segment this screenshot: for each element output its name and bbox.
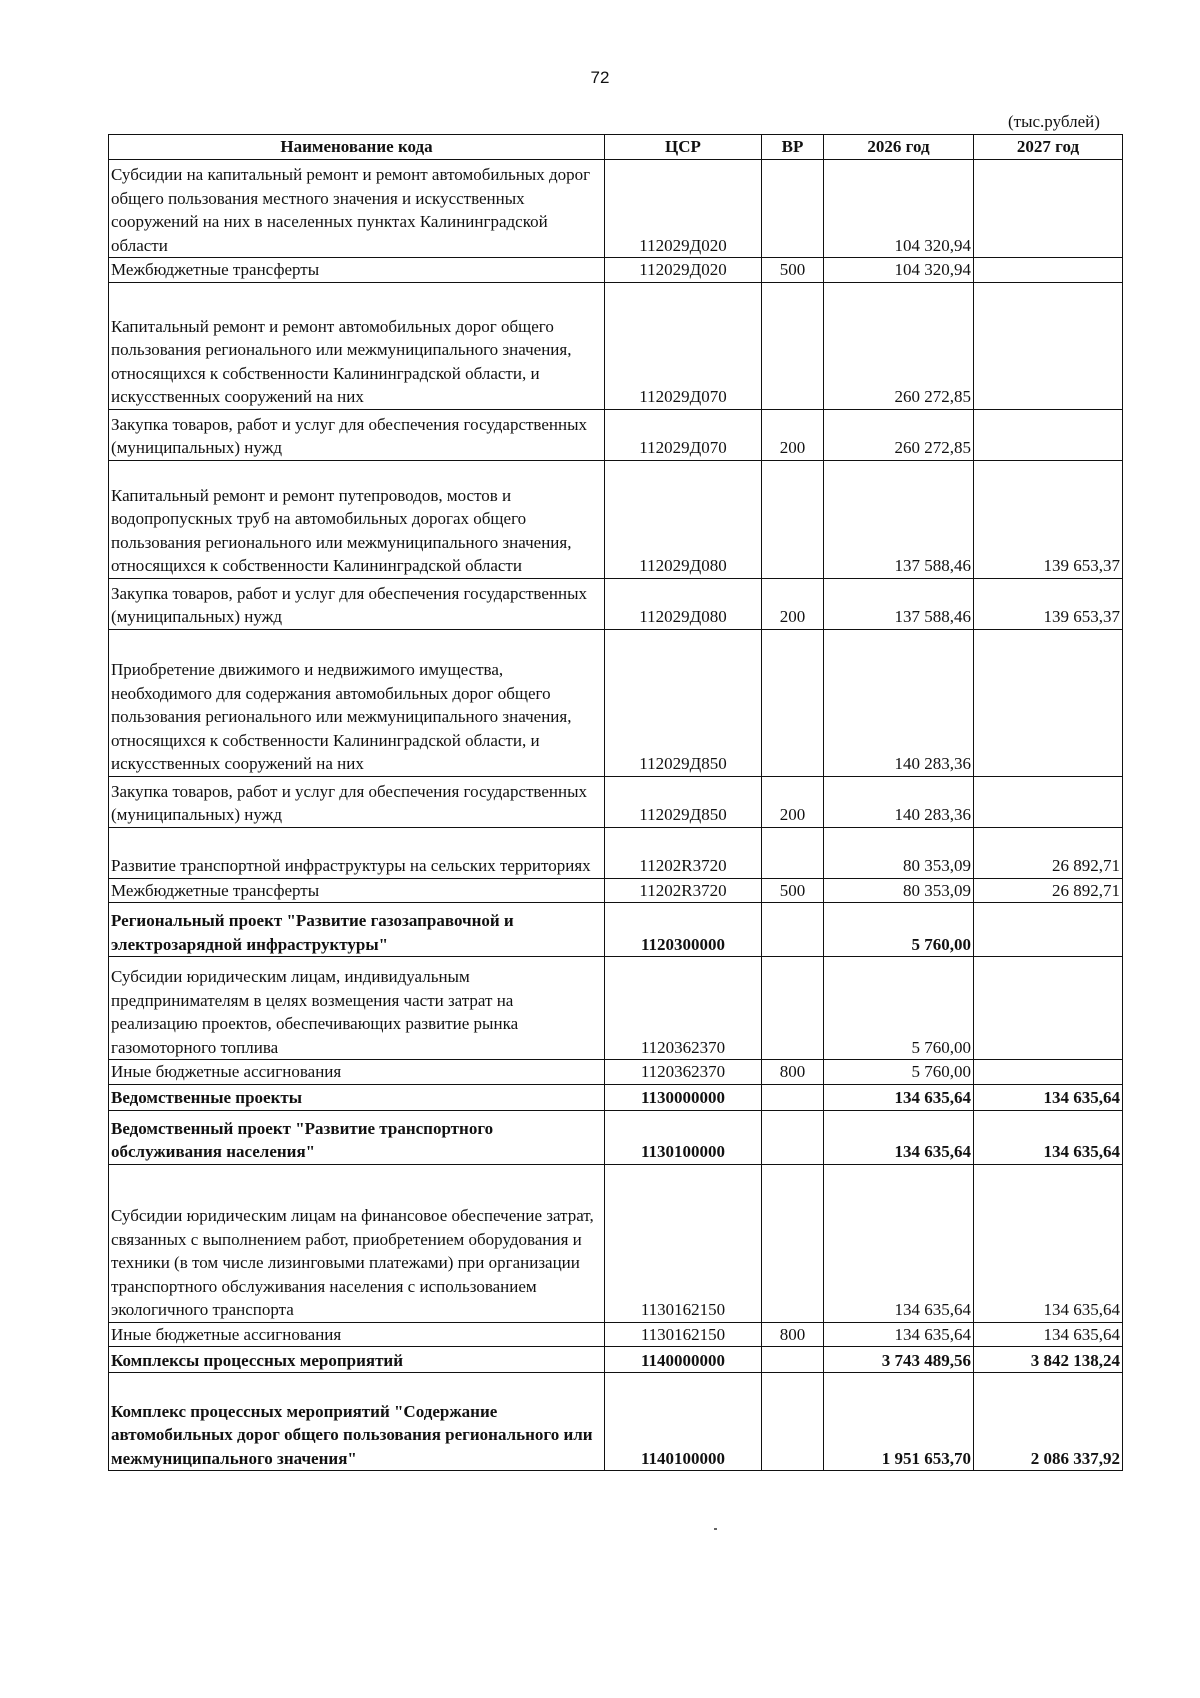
cell-2026: 260 272,85 — [824, 282, 974, 409]
cell-name: Субсидии юридическим лицам, индивидуальным предпринимателям в целях возмещения части затрат на реализацию проектов, обеспечивающих развитие рынка газомоторного топлива — [109, 957, 605, 1060]
cell-csr: 1130000000 — [605, 1084, 762, 1110]
budget-table — [108, 134, 1123, 1471]
cell-vr — [762, 629, 824, 776]
cell-csr: 11202R3720 — [605, 827, 762, 878]
table-row — [109, 776, 1123, 827]
cell-2026: 104 320,94 — [824, 160, 974, 258]
cell-2026: 134 635,64 — [824, 1322, 974, 1347]
cell-csr: 112029Д850 — [605, 776, 762, 827]
cell-2026: 137 588,46 — [824, 460, 974, 578]
scan-mark — [714, 1528, 717, 1530]
table-row — [109, 878, 1123, 903]
cell-csr: 112029Д020 — [605, 160, 762, 258]
cell-vr — [762, 903, 824, 957]
cell-2026: 104 320,94 — [824, 258, 974, 283]
cell-vr — [762, 282, 824, 409]
cell-name: Иные бюджетные ассигнования — [109, 1322, 605, 1347]
cell-2027 — [974, 1060, 1123, 1085]
cell-name: Комплексы процессных мероприятий — [109, 1347, 605, 1373]
cell-csr: 112029Д850 — [605, 629, 762, 776]
cell-csr: 1130162150 — [605, 1322, 762, 1347]
table-row — [109, 282, 1123, 409]
cell-2027: 139 653,37 — [974, 578, 1123, 629]
cell-2027: 26 892,71 — [974, 878, 1123, 903]
cell-vr — [762, 460, 824, 578]
cell-2026: 5 760,00 — [824, 903, 974, 957]
table-row — [109, 460, 1123, 578]
table-row — [109, 258, 1123, 283]
cell-2026: 5 760,00 — [824, 957, 974, 1060]
cell-csr: 112029Д020 — [605, 258, 762, 283]
cell-vr: 500 — [762, 878, 824, 903]
cell-vr — [762, 1164, 824, 1322]
cell-2026: 80 353,09 — [824, 827, 974, 878]
cell-vr: 200 — [762, 409, 824, 460]
cell-vr — [762, 827, 824, 878]
cell-2027: 26 892,71 — [974, 827, 1123, 878]
header-csr: ЦСР — [605, 135, 762, 160]
table-row — [109, 578, 1123, 629]
cell-vr — [762, 1110, 824, 1164]
header-2027: 2027 год — [974, 135, 1123, 160]
cell-2026: 80 353,09 — [824, 878, 974, 903]
table-row — [109, 1347, 1123, 1373]
table-row — [109, 1060, 1123, 1085]
cell-2027: 139 653,37 — [974, 460, 1123, 578]
table-header-row — [109, 135, 1123, 160]
cell-name: Ведомственные проекты — [109, 1084, 605, 1110]
cell-2027 — [974, 160, 1123, 258]
cell-2027: 134 635,64 — [974, 1110, 1123, 1164]
cell-2027 — [974, 957, 1123, 1060]
cell-vr — [762, 1373, 824, 1471]
cell-2026: 137 588,46 — [824, 578, 974, 629]
cell-vr — [762, 1084, 824, 1110]
table-row — [109, 1164, 1123, 1322]
header-2026: 2026 год — [824, 135, 974, 160]
cell-vr — [762, 957, 824, 1060]
cell-2026: 5 760,00 — [824, 1060, 974, 1085]
cell-name: Ведомственный проект "Развитие транспортного обслуживания населения" — [109, 1110, 605, 1164]
cell-2027: 3 842 138,24 — [974, 1347, 1123, 1373]
cell-csr: 1120362370 — [605, 957, 762, 1060]
cell-csr: 1130100000 — [605, 1110, 762, 1164]
units-label: (тыс.рублей) — [1008, 112, 1100, 131]
cell-vr: 800 — [762, 1060, 824, 1085]
table-row — [109, 1110, 1123, 1164]
cell-2026: 134 635,64 — [824, 1084, 974, 1110]
cell-2026: 1 951 653,70 — [824, 1373, 974, 1471]
cell-vr: 500 — [762, 258, 824, 283]
cell-name: Межбюджетные трансферты — [109, 258, 605, 283]
cell-2027 — [974, 258, 1123, 283]
cell-name: Региональный проект "Развитие газозаправочной и электрозарядной инфраструктуры" — [109, 903, 605, 957]
cell-2026: 140 283,36 — [824, 776, 974, 827]
cell-name: Межбюджетные трансферты — [109, 878, 605, 903]
cell-name: Закупка товаров, работ и услуг для обеспечения государственных (муниципальных) нужд — [109, 578, 605, 629]
cell-2027 — [974, 776, 1123, 827]
cell-2027 — [974, 903, 1123, 957]
cell-vr: 200 — [762, 578, 824, 629]
cell-vr — [762, 1347, 824, 1373]
table-row — [109, 629, 1123, 776]
cell-vr — [762, 160, 824, 258]
cell-2027 — [974, 409, 1123, 460]
cell-csr: 112029Д070 — [605, 409, 762, 460]
cell-name: Капитальный ремонт и ремонт автомобильных дорог общего пользования регионального или межмуниципального значения, относящихся к собственности Калининградской области, и искусственных сооружений на них — [109, 282, 605, 409]
table-row — [109, 1373, 1123, 1471]
cell-name: Иные бюджетные ассигнования — [109, 1060, 605, 1085]
cell-2027: 134 635,64 — [974, 1084, 1123, 1110]
cell-2026: 260 272,85 — [824, 409, 974, 460]
cell-2026: 140 283,36 — [824, 629, 974, 776]
cell-2026: 3 743 489,56 — [824, 1347, 974, 1373]
cell-2027: 134 635,64 — [974, 1164, 1123, 1322]
table-row — [109, 957, 1123, 1060]
cell-csr: 1130162150 — [605, 1164, 762, 1322]
table-row — [109, 1322, 1123, 1347]
cell-name: Субсидии на капитальный ремонт и ремонт автомобильных дорог общего пользования местного значения и искусственных сооружений на них в населенных пунктах Калининградской области — [109, 160, 605, 258]
cell-name: Субсидии юридическим лицам на финансовое обеспечение затрат, связанных с выполнением работ, приобретением оборудования и техники (в том числе лизинговыми платежами) при организации транспортного обслуживания населения с использованием экологичного транспорта — [109, 1164, 605, 1322]
cell-csr: 112029Д080 — [605, 578, 762, 629]
cell-csr: 1120300000 — [605, 903, 762, 957]
cell-name: Комплекс процессных мероприятий "Содержание автомобильных дорог общего пользования регионального или межмуниципального значения" — [109, 1373, 605, 1471]
cell-2027: 134 635,64 — [974, 1322, 1123, 1347]
cell-csr: 11202R3720 — [605, 878, 762, 903]
cell-2026: 134 635,64 — [824, 1164, 974, 1322]
cell-csr: 112029Д080 — [605, 460, 762, 578]
cell-vr: 200 — [762, 776, 824, 827]
cell-vr: 800 — [762, 1322, 824, 1347]
cell-2027 — [974, 282, 1123, 409]
table-row — [109, 827, 1123, 878]
cell-csr: 1140100000 — [605, 1373, 762, 1471]
page-number: 72 — [590, 68, 610, 87]
table-row — [109, 903, 1123, 957]
cell-name: Развитие транспортной инфраструктуры на сельских территориях — [109, 827, 605, 878]
table-row — [109, 1084, 1123, 1110]
header-vr: ВР — [762, 135, 824, 160]
table-row — [109, 409, 1123, 460]
table-body — [109, 160, 1123, 1471]
table-row — [109, 160, 1123, 258]
cell-name: Приобретение движимого и недвижимого имущества, необходимого для содержания автомобильных дорог общего пользования регионального или межмуниципального значения, относящихся к собственности Калининградской области, и искусственных сооружений на них — [109, 629, 605, 776]
cell-csr: 1140000000 — [605, 1347, 762, 1373]
cell-csr: 1120362370 — [605, 1060, 762, 1085]
cell-name: Закупка товаров, работ и услуг для обеспечения государственных (муниципальных) нужд — [109, 776, 605, 827]
cell-name: Закупка товаров, работ и услуг для обеспечения государственных (муниципальных) нужд — [109, 409, 605, 460]
header-name: Наименование кода — [109, 135, 605, 160]
cell-csr: 112029Д070 — [605, 282, 762, 409]
cell-2027 — [974, 629, 1123, 776]
cell-name: Капитальный ремонт и ремонт путепроводов, мостов и водопропускных труб на автомобильных дорогах общего пользования регионального или межмуниципального значения, относящихся к собственности Калининградской области — [109, 460, 605, 578]
cell-2027: 2 086 337,92 — [974, 1373, 1123, 1471]
cell-2026: 134 635,64 — [824, 1110, 974, 1164]
